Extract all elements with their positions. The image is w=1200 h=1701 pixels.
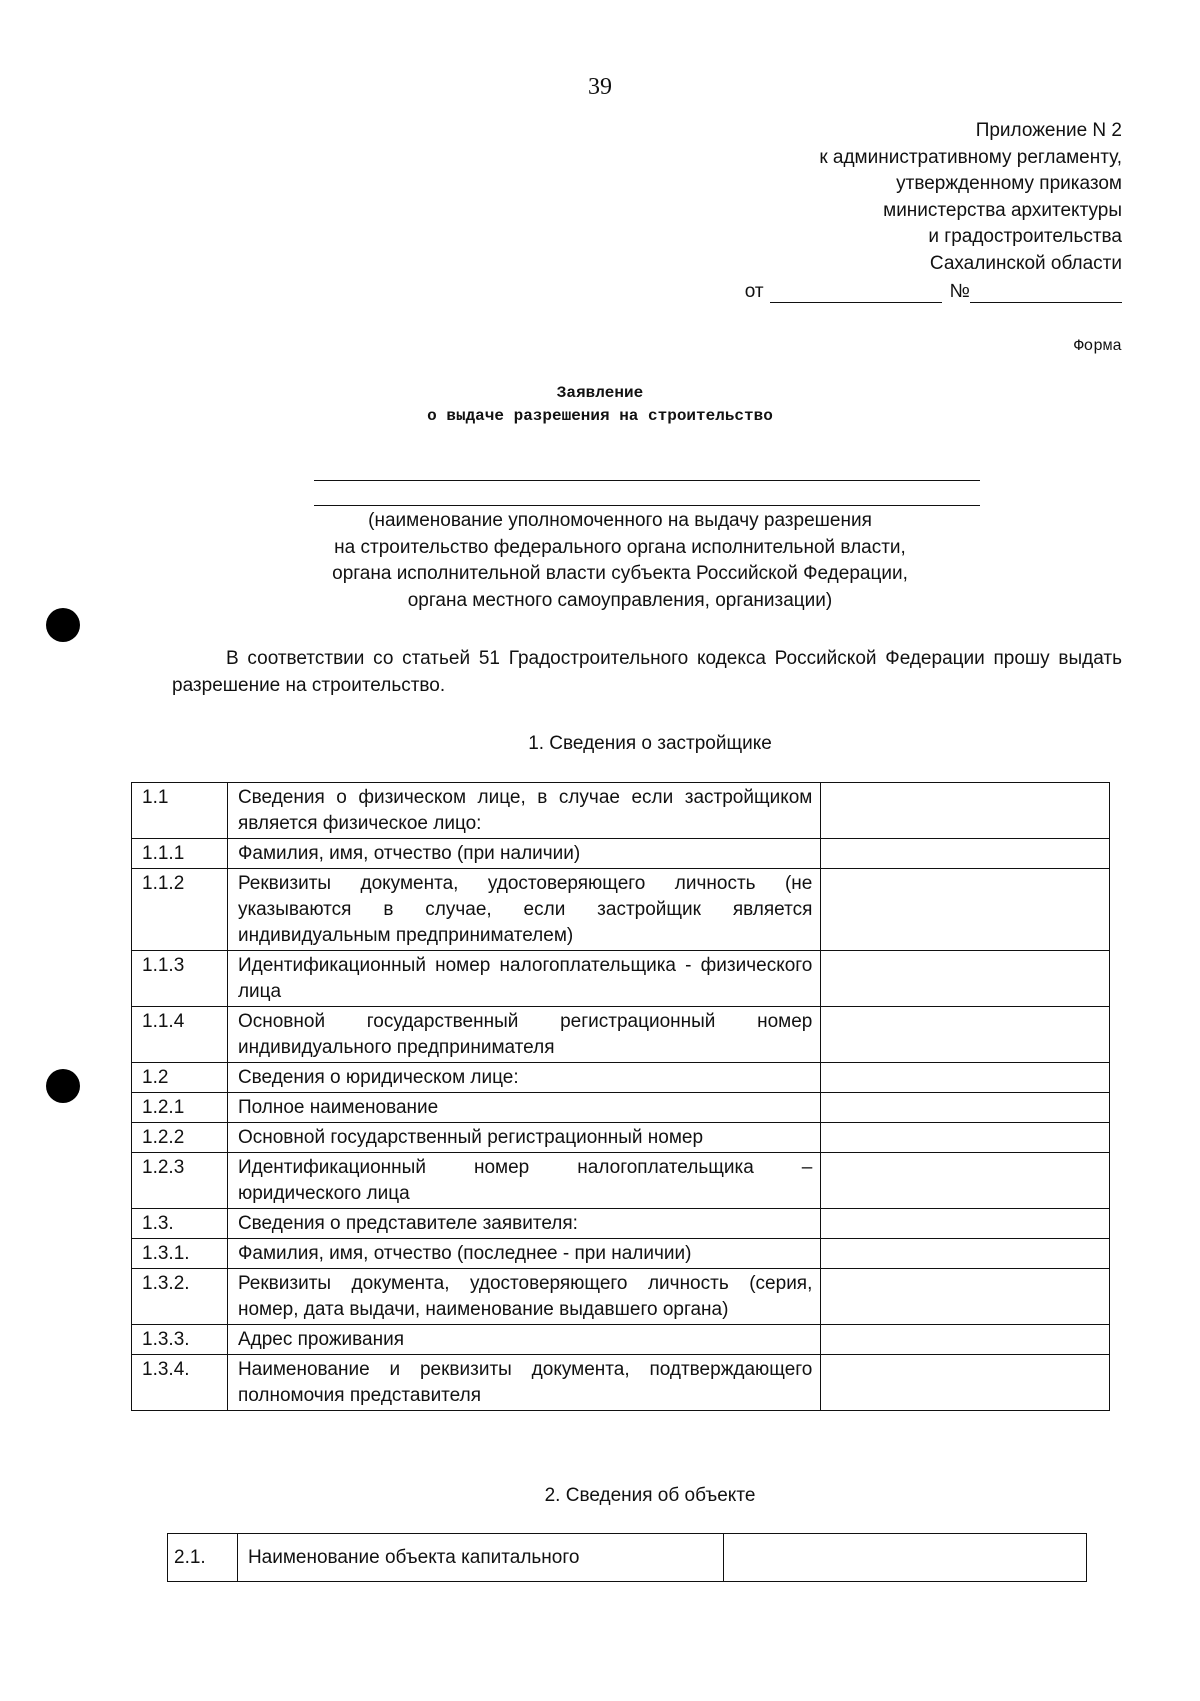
appendix-line: к административному регламенту, [819, 146, 1122, 168]
request-paragraph [172, 645, 1122, 699]
section-1-title: 1. Сведения о застройщике [528, 733, 772, 754]
row-number: 1.1 [132, 783, 228, 839]
row-value-cell[interactable] [821, 1325, 1110, 1355]
row-number: 1.1.1 [132, 839, 228, 869]
caption-line: органа местного самоуправления, организации) [407, 589, 833, 611]
row-label: Реквизиты документа, удостоверяющего личность (серия, номер, дата выдачи, наименование выдавшего органа) [227, 1269, 820, 1325]
table-row [132, 1123, 1110, 1153]
row-label: Основной государственный регистрационный номер индивидуального предпринимателя [227, 1007, 820, 1063]
row-number: 1.3.4. [132, 1355, 228, 1411]
row-number: 1.2.3 [132, 1153, 228, 1209]
table-row [132, 1153, 1110, 1209]
table-row [132, 783, 1110, 839]
document-title [0, 382, 1200, 428]
applicant-info-table [131, 782, 1110, 1411]
row-number: 1.3.2. [132, 1269, 228, 1325]
table-row [132, 951, 1110, 1007]
appendix-line: Приложение N 2 [975, 120, 1122, 141]
table-row [132, 1093, 1110, 1123]
row-value-cell[interactable] [821, 951, 1110, 1007]
row-number: 1.3.1. [132, 1239, 228, 1269]
appendix-line: утвержденному приказом [896, 173, 1122, 194]
row-value-cell[interactable] [821, 783, 1110, 839]
table-row [132, 1325, 1110, 1355]
row-label: Наименование и реквизиты документа, подтверждающего полномочия представителя [227, 1355, 820, 1411]
row-number: 1.2 [132, 1063, 228, 1093]
date-blank-field[interactable] [770, 282, 942, 303]
row-number: 1.2.2 [132, 1123, 228, 1153]
page-number: 39 [588, 74, 612, 100]
number-sign: № [949, 281, 970, 302]
row-label: Реквизиты документа, удостоверяющего личность (не указываются в случае, если застройщик является индивидуальным предпринимателем) [227, 869, 820, 951]
punch-hole [46, 608, 80, 642]
table-row [132, 1209, 1110, 1239]
caption-line: (наименование уполномоченного на выдачу разрешения [368, 510, 872, 531]
row-value-cell[interactable] [821, 869, 1110, 951]
row-label: Адрес проживания [227, 1325, 820, 1355]
row-label: Наименование объекта капитального [237, 1534, 724, 1582]
row-value-cell[interactable] [821, 839, 1110, 869]
row-value-cell[interactable] [821, 1269, 1110, 1325]
row-value-cell[interactable] [821, 1355, 1110, 1411]
form-label: Форма [1073, 337, 1122, 355]
row-number: 2.1. [168, 1534, 238, 1582]
caption-line: на строительство федерального органа исполнительной власти, [334, 536, 906, 558]
table-row [132, 839, 1110, 869]
authority-caption [280, 508, 960, 614]
table-row [132, 1007, 1110, 1063]
authority-blank-line-2[interactable] [314, 505, 980, 506]
row-number: 1.1.4 [132, 1007, 228, 1063]
row-value-cell[interactable] [821, 1093, 1110, 1123]
table-row [132, 1063, 1110, 1093]
punch-hole [46, 1069, 80, 1103]
caption-line: органа исполнительной власти субъекта Российской Федерации, [332, 563, 908, 584]
appendix-line: министерства архитектуры [883, 199, 1122, 221]
section-2-title: 2. Сведения об объекте [544, 1485, 756, 1506]
row-label: Сведения о представителе заявителя: [227, 1209, 820, 1239]
row-number: 1.3.3. [132, 1325, 228, 1355]
row-value-cell[interactable] [821, 1007, 1110, 1063]
row-label: Сведения о юридическом лице: [227, 1063, 820, 1093]
table-row [132, 1239, 1110, 1269]
table-row [132, 1355, 1110, 1411]
table-row [132, 1269, 1110, 1325]
row-value-cell[interactable] [821, 1209, 1110, 1239]
object-info-table [167, 1533, 1087, 1582]
row-label: Основной государственный регистрационный номер [227, 1123, 820, 1153]
row-label: Идентификационный номер налогоплательщика - физического лица [227, 951, 820, 1007]
row-label: Полное наименование [227, 1093, 820, 1123]
row-number: 1.2.1 [132, 1093, 228, 1123]
date-number-line [745, 281, 1122, 303]
row-label: Сведения о физическом лице, в случае если застройщиком является физическое лицо: [227, 783, 820, 839]
number-blank-field[interactable] [970, 282, 1122, 303]
appendix-line: Сахалинской области [929, 252, 1122, 274]
row-label: Фамилия, имя, отчество (последнее - при наличии) [227, 1239, 820, 1269]
row-value-cell[interactable] [724, 1534, 1087, 1582]
appendix-line: и градостроительства [928, 226, 1122, 247]
request-text: В соответствии со статьей 51 Градостроительного кодекса Российской Федерации прошу выдать разрешение на строительство. [172, 648, 1122, 696]
row-label: Фамилия, имя, отчество (при наличии) [227, 839, 820, 869]
authority-blank-line-1[interactable] [314, 480, 980, 481]
table-row [168, 1534, 1087, 1582]
row-value-cell[interactable] [821, 1153, 1110, 1209]
row-value-cell[interactable] [821, 1123, 1110, 1153]
row-number: 1.3. [132, 1209, 228, 1239]
appendix-block [819, 118, 1122, 277]
title-line-1: Заявление [556, 384, 644, 402]
row-value-cell[interactable] [821, 1239, 1110, 1269]
row-value-cell[interactable] [821, 1063, 1110, 1093]
date-prefix: от [744, 281, 764, 302]
row-number: 1.1.2 [132, 869, 228, 951]
row-number: 1.1.3 [132, 951, 228, 1007]
table-row [132, 869, 1110, 951]
title-line-2: о выдаче разрешения на строительство [427, 407, 773, 425]
row-label: Идентификационный номер налогоплательщика – юридического лица [227, 1153, 820, 1209]
